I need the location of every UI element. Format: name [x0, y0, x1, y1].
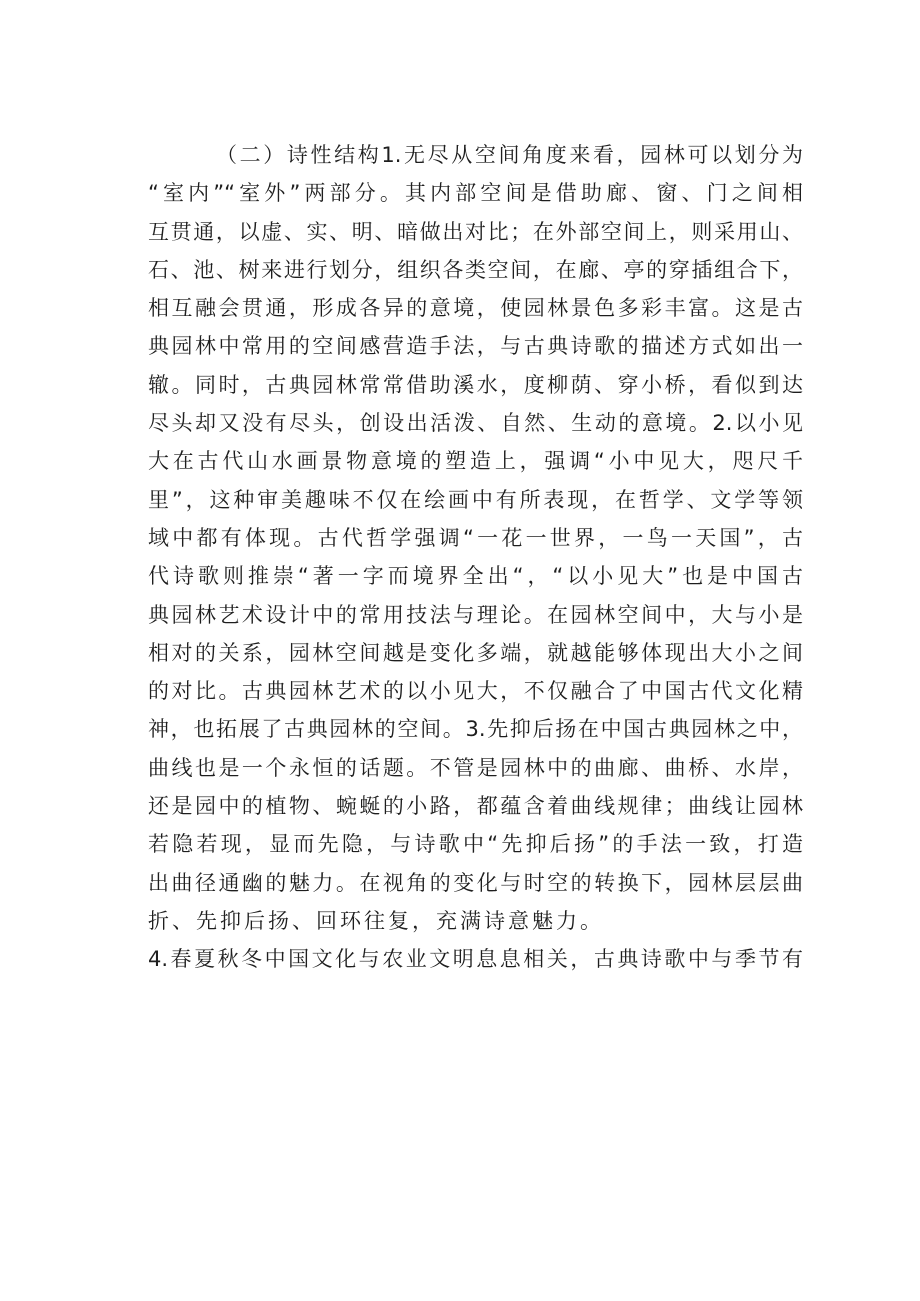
paragraph-line: 典园林艺术设计中的常用技法与理论。在园林空间中，大与小是: [148, 602, 803, 627]
paragraph-line: 4.春夏秋冬中国文化与农业文明息息相关，古典诗歌中与季节有: [148, 947, 803, 972]
paragraph-line: 代诗歌则推崇“著一字而境界全出“，“以小见大”也是中国古: [148, 564, 803, 589]
paragraph-line: “室内”“室外”两部分。其内部空间是借助廊、窗、门之间相: [148, 181, 803, 206]
paragraph-line: 尽头却又没有尽头，创设出活泼、自然、生动的意境。2.以小见: [148, 411, 803, 436]
paragraph-line: 神，也拓展了古典园林的空间。3.先抑后扬在中国古典园林之中，: [148, 717, 803, 742]
paragraph-line: 辙。同时，古典园林常常借助溪水，度柳荫、穿小桥，看似到达: [148, 372, 803, 397]
paragraph-line: 大在古代山水画景物意境的塑造上，强调“小中见大，咫尺千: [148, 449, 803, 474]
paragraph-line: 里”，这种审美趣味不仅在绘画中有所表现，在哲学、文学等领: [148, 487, 803, 512]
paragraph-line: 互贯通，以虚、实、明、暗做出对比；在外部空间上，则采用山、: [148, 219, 803, 244]
paragraph-line: 若隐若现，显而先隐，与诗歌中“先抑后扬”的手法一致，打造: [148, 832, 803, 857]
paragraph-line: 折、先抑后扬、回环往复，充满诗意魅力。: [148, 908, 604, 933]
paragraph-line: 的对比。古典园林艺术的以小见大，不仅融合了中国古代文化精: [148, 679, 803, 704]
paragraph-line: 域中都有体现。古代哲学强调“一花一世界，一鸟一天国”，古: [148, 525, 803, 550]
paragraph-line: 相互融会贯通，形成各异的意境，使园林景色多彩丰富。这是古: [148, 296, 803, 321]
paragraph-line: 石、池、树来进行划分，组织各类空间，在廊、亭的穿插组合下，: [148, 257, 803, 282]
paragraph-line: 相对的关系，园林空间越是变化多端，就越能够体现出大小之间: [148, 640, 803, 665]
paragraph-line: 曲线也是一个永恒的话题。不管是园林中的曲廊、曲桥、水岸，: [148, 755, 803, 780]
body-text: [148, 136, 803, 979]
paragraph-line: （二）诗性结构1.无尽从空间角度来看，园林可以划分为: [216, 143, 803, 167]
paragraph-line: 还是园中的植物、蜿蜒的小路，都蕴含着曲线规律；曲线让园林: [148, 794, 803, 819]
paragraph-line: 出曲径通幽的魅力。在视角的变化与时空的转换下，园林层层曲: [148, 870, 803, 895]
paragraph-line: 典园林中常用的空间感营造手法，与古典诗歌的描述方式如出一: [148, 334, 803, 359]
